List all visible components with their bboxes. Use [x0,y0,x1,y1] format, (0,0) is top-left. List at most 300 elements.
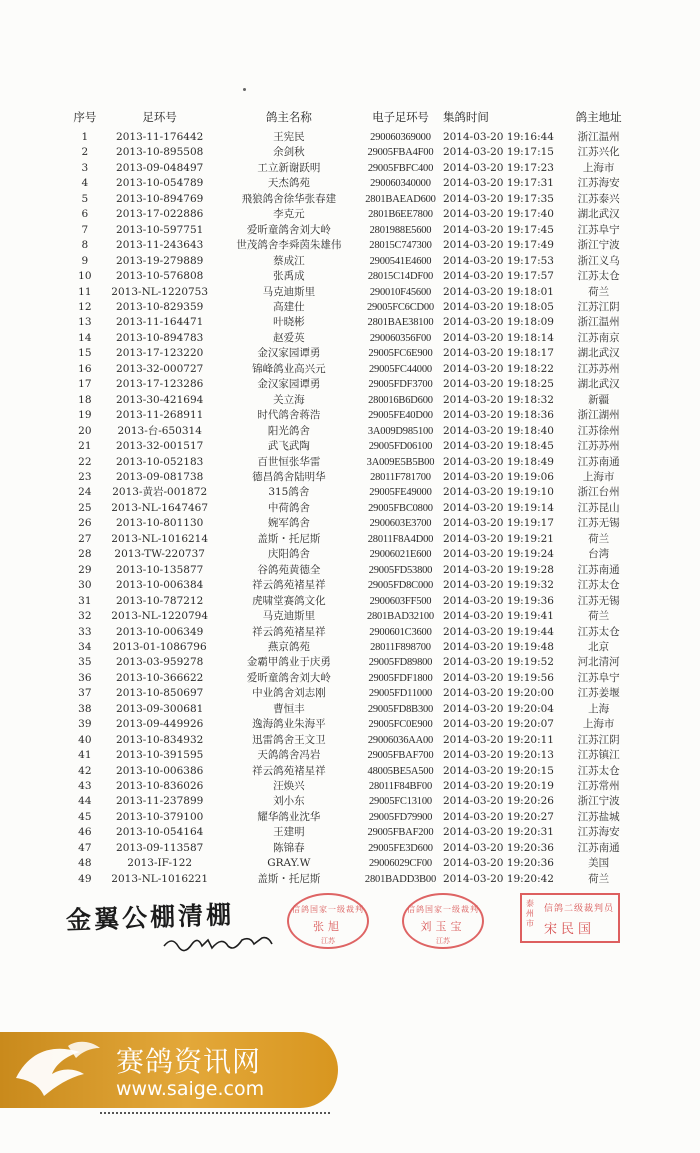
row-address: 江苏苏州 [577,440,620,453]
stamp-1-name: 张旭 [313,920,343,933]
row-time: 2014-03-20 19:20:07 [442,718,554,731]
row-no: 21 [78,440,92,453]
stamp-1-region: 江苏 [321,937,335,945]
row-ring: 2013-10-576808 [116,270,204,283]
row-chip: 28015C747300 [369,240,432,252]
table-row [68,640,628,655]
row-owner: GRAY.W [267,857,311,870]
row-ring: 2013-11-237899 [116,795,204,808]
row-no: 40 [78,733,92,746]
row-address: 浙江温州 [577,316,620,329]
stamp-1-title: 信鸽国家一级裁判 [292,905,364,914]
row-no: 49 [78,872,92,885]
row-time: 2014-03-20 19:18:17 [442,347,554,360]
row-ring: 2013-11-243643 [116,239,204,252]
row-no: 26 [78,517,92,530]
row-time: 2014-03-20 19:19:28 [442,563,554,576]
row-no: 15 [78,347,92,360]
row-no: 28 [78,548,92,561]
row-time: 2014-03-20 19:17:35 [442,192,554,205]
row-time: 2014-03-20 19:18:05 [442,300,554,313]
row-owner: 关立海 [273,393,305,406]
row-address: 上海市 [582,161,615,174]
row-address: 浙江温州 [577,131,620,143]
row-owner: 中业鸽舍刘志刚 [252,687,326,700]
row-ring: 2013-09-048497 [116,161,204,174]
row-address: 湖北武汉 [577,378,620,391]
table-row [68,238,628,253]
row-time: 2014-03-20 19:20:31 [442,826,554,839]
row-owner: 金霸甲鸽业于庆勇 [246,656,331,669]
row-chip: 29005FD06100 [368,441,433,453]
row-no: 45 [78,810,92,823]
row-owner: 315鸽舍 [268,486,310,499]
row-no: 20 [78,424,92,437]
table-row [68,269,628,284]
row-chip: 28011F8A4D00 [367,533,434,545]
row-time: 2014-03-20 19:17:53 [442,254,554,267]
table-row [68,872,628,887]
pigeon-logo-icon [10,1038,106,1102]
table-row [68,377,628,392]
row-address: 江苏常州 [577,780,620,793]
row-time: 2014-03-20 19:18:01 [442,285,554,298]
row-time: 2014-03-20 19:20:15 [442,764,554,777]
row-address: 江苏姜堰 [577,687,620,700]
row-chip: 29005FE49000 [369,487,432,499]
table-row [68,825,628,840]
header-ring: 足环号 [142,110,177,124]
row-owner: 武飞武陶 [267,440,310,453]
scan-speck [243,88,246,91]
row-owner: 中荷鸽舍 [267,501,310,514]
scan-artifact-line [100,1112,330,1117]
row-ring: 2013-10-836026 [116,780,204,793]
row-chip: 29005FC6E900 [368,348,433,360]
row-owner: 锦峰鸽业高兴元 [252,362,326,375]
row-owner: 李克元 [273,208,305,221]
table-row [68,594,628,609]
row-no: 13 [78,316,92,329]
row-address: 江苏南通 [577,455,620,468]
referee-stamp-1 [287,893,369,949]
row-owner: 叶晓彬 [273,316,305,329]
row-ring: 2013-09-449926 [116,718,204,731]
row-chip: 28015C14DF00 [367,271,434,283]
row-address: 江苏阜宁 [577,223,620,236]
row-owner: 飛狼鸽舍徐华张春建 [241,192,337,205]
pigeon-race-table [68,104,628,887]
row-owner: 时代鸽舍蒋浩 [257,409,321,422]
watermark-banner [0,1032,338,1108]
table-row [68,717,628,732]
row-no: 16 [78,362,92,375]
row-time: 2014-03-20 19:20:11 [442,733,554,746]
row-owner: 工立新谢跃明 [257,161,321,174]
row-no: 17 [78,378,92,391]
row-ring: 2013-NL-1220794 [111,610,209,623]
table-row [68,764,628,779]
row-time: 2014-03-20 19:18:22 [442,362,554,375]
row-ring: 2013-11-164471 [116,316,204,329]
row-chip: 28011F781700 [370,471,431,483]
row-address: 湖北武汉 [577,208,620,221]
row-ring: 2013-10-366622 [116,671,204,684]
row-ring: 2013-11-176442 [116,131,204,143]
row-no: 30 [78,579,92,592]
table-row [68,625,628,640]
row-address: 新疆 [588,393,610,406]
row-no: 34 [78,640,92,653]
row-ring: 2013-10-006384 [116,579,204,592]
header-no: 序号 [73,110,97,124]
row-chip: 2900603E3700 [369,518,432,530]
row-owner: 天杰鸽苑 [267,177,310,190]
handwritten-signature [160,928,278,954]
row-address: 江苏盐城 [577,810,620,823]
table-row [68,671,628,686]
row-address: 美国 [588,857,610,870]
row-ring: 2013-10-597751 [116,223,204,236]
row-time: 2014-03-20 19:20:27 [442,810,554,823]
row-owner: 祥云鸽苑褚星祥 [252,764,326,777]
row-no: 4 [81,177,89,190]
table-row [68,362,628,377]
row-address: 河北清河 [577,656,620,669]
table-row [68,207,628,222]
header-time: 集鸽时间 [442,110,489,124]
row-chip: 29006029CF00 [369,858,432,870]
row-time: 2014-03-20 19:19:24 [442,548,554,561]
row-ring: 2013-10-052183 [116,455,204,468]
table-row [68,470,628,485]
row-chip: 29005FE40D00 [368,410,433,422]
row-no: 7 [81,223,89,236]
row-time: 2014-03-20 19:17:40 [442,208,554,221]
table-row [68,455,628,470]
row-no: 24 [78,486,92,499]
row-time: 2014-03-20 19:20:36 [442,857,554,870]
row-time: 2014-03-20 19:16:44 [442,131,554,143]
table-row [68,223,628,238]
site-url[interactable]: www.saige.com [116,1078,265,1100]
table-row [68,424,628,439]
row-address: 浙江台州 [577,486,620,499]
row-owner: 爱昕童鸽舍刘大岭 [246,671,331,684]
row-owner: 金汉家园谭勇 [257,378,321,391]
row-owner: 虎啸堂赛鸽文化 [252,594,326,607]
row-no: 18 [78,393,92,406]
table-row [68,609,628,624]
table-row [68,300,628,315]
row-ring: 2013-10-829359 [116,300,204,313]
row-no: 32 [78,610,92,623]
row-ring: 2013-黄岩-001872 [112,486,208,499]
row-time: 2014-03-20 19:20:13 [442,749,554,762]
row-no: 31 [78,594,92,607]
row-ring: 2013-19-279889 [116,254,204,267]
row-owner: 高建仕 [273,300,305,313]
stamp-2-title: 信鸽国家一级裁判 [407,905,479,914]
row-owner: 阳光鸽舍 [267,424,310,437]
row-ring: 2013-32-001517 [116,440,204,453]
row-time: 2014-03-20 19:19:56 [442,671,554,684]
row-time: 2014-03-20 19:19:32 [442,579,554,592]
row-chip: 29005FC13100 [369,796,432,808]
row-address: 江苏阜宁 [577,671,620,684]
header-owner: 鸽主名称 [265,110,312,124]
row-time: 2014-03-20 19:18:25 [442,378,554,391]
row-chip: 29005FBAF700 [367,750,434,762]
row-time: 2014-03-20 19:17:31 [442,177,554,190]
row-address: 江苏太仓 [577,764,620,777]
row-no: 25 [78,501,92,514]
row-owner: 刘小东 [273,795,305,808]
header-address: 鸽主地址 [575,110,622,124]
row-no: 42 [78,764,92,777]
row-owner: 蔡成江 [273,254,305,267]
row-address: 江苏海安 [577,826,620,839]
table-row [68,501,628,516]
row-ring: 2013-09-300681 [116,702,204,715]
row-ring: 2013-NL-1220753 [111,285,209,298]
row-owner: 马克迪斯里 [262,285,316,298]
row-time: 2014-03-20 19:19:48 [442,640,554,653]
row-address: 江苏无锡 [577,594,620,607]
row-time: 2014-03-20 19:19:52 [442,656,554,669]
table-row [68,856,628,871]
row-chip: 29005FBC0800 [368,502,433,514]
row-no: 14 [78,331,92,344]
site-name: 赛鸽资讯网 [116,1045,262,1078]
row-ring: 2013-10-850697 [116,687,204,700]
table-row [68,393,628,408]
table-row [68,655,628,670]
row-time: 2014-03-20 19:19:21 [442,532,554,545]
stamp-3-name: 宋民国 [544,922,596,937]
row-ring: 2013-10-379100 [116,810,204,823]
stamp-3-title: 信鸽二级裁判员 [544,904,615,914]
stamp-2-name: 刘玉宝 [420,920,466,933]
row-owner: 张禹成 [273,270,305,283]
row-time: 2014-03-20 19:18:40 [442,424,554,437]
row-ring: 2013-10-895508 [116,146,204,159]
table-row [68,810,628,825]
row-ring: 2013-NL-1016214 [111,532,209,545]
row-no: 5 [81,192,89,205]
row-time: 2014-03-20 19:18:36 [442,409,554,422]
table-row [68,130,628,145]
row-chip: 29005FDF1800 [368,672,433,684]
row-address: 荷兰 [588,872,610,885]
stamp-3-city: 泰州市 [526,899,534,928]
row-address: 浙江湖州 [577,409,620,422]
referee-stamp-2 [402,893,484,949]
row-owner: 祥云鸽苑褚星祥 [252,579,326,592]
row-chip: 29005FE3D600 [368,842,433,854]
row-address: 江苏江阴 [577,300,620,313]
row-time: 2014-03-20 19:19:10 [442,486,554,499]
row-time: 2014-03-20 19:20:26 [442,795,554,808]
row-chip: 29005FBA4F00 [367,147,434,159]
row-no: 43 [78,780,92,793]
row-owner: 逸海鸽业朱海平 [252,718,326,731]
row-address: 上海市 [582,470,615,483]
row-address: 江苏太仓 [577,270,620,283]
row-ring: 2013-10-894769 [116,192,204,205]
row-ring: 2013-台-650314 [117,424,202,437]
row-no: 37 [78,687,92,700]
row-time: 2014-03-20 19:19:06 [442,470,554,483]
row-address: 江苏昆山 [577,501,620,514]
row-owner: 爱昕童鸽舍刘大岭 [246,223,331,236]
row-address: 浙江义乌 [577,254,620,267]
table-body [68,130,628,887]
row-time: 2014-03-20 19:19:17 [442,517,554,530]
row-chip: 29005FD11000 [368,688,433,700]
row-ring: 2013-NL-1016221 [111,872,209,885]
row-no: 46 [78,826,92,839]
table-row [68,331,628,346]
row-ring: 2013-10-787212 [116,594,204,607]
row-chip: 2900601C3600 [369,626,432,638]
row-no: 38 [78,702,92,715]
row-address: 江苏镇江 [577,749,620,762]
table-row [68,346,628,361]
row-owner: 世茂鸽舍李舜茵朱雄伟 [236,239,342,252]
row-address: 江苏南通 [577,563,620,576]
table-row [68,285,628,300]
row-ring: 2013-10-801130 [116,517,204,530]
row-owner: 祥云鸽苑褚星祥 [252,625,326,638]
row-ring: 2013-09-113587 [116,841,204,854]
row-chip: 29005FDF3700 [368,379,433,391]
row-ring: 2013-30-421694 [116,393,204,406]
row-address: 湖北武汉 [577,347,620,360]
table-row [68,315,628,330]
row-time: 2014-03-20 19:18:09 [442,316,554,329]
row-address: 江苏江阴 [577,733,620,746]
row-ring: 2013-TW-220737 [114,548,205,561]
row-no: 3 [81,161,89,174]
row-chip: 29005FBFC400 [367,162,434,174]
row-no: 29 [78,563,92,576]
row-owner: 百世恒张华雷 [257,455,321,468]
row-ring: 2013-10-135877 [116,563,204,576]
row-owner: 盖斯・托尼斯 [257,872,321,885]
row-ring: 2013-32-000727 [116,362,204,375]
table-row [68,516,628,531]
row-chip: 29006021E600 [369,549,432,561]
row-no: 1 [81,131,89,143]
table-row [68,779,628,794]
row-chip: 29005FD79900 [368,811,433,823]
row-no: 33 [78,625,92,638]
row-time: 2014-03-20 19:18:45 [442,440,554,453]
row-chip: 2801BADD3B00 [364,873,437,885]
row-time: 2014-03-20 19:20:42 [442,872,554,885]
row-owner: 庆阳鸽舍 [267,548,310,561]
header-chip: 电子足环号 [372,112,429,124]
row-address: 江苏泰兴 [577,192,620,205]
row-no: 41 [78,749,92,762]
row-chip: 29005FD53800 [368,564,433,576]
row-address: 江苏海安 [577,177,620,190]
row-chip: 2900541E4600 [369,255,432,267]
row-no: 22 [78,455,92,468]
row-chip: 28011F84BF00 [368,781,433,793]
row-ring: 2013-11-268911 [116,409,204,422]
row-time: 2014-03-20 19:17:15 [442,146,554,159]
row-time: 2014-03-20 19:19:44 [442,625,554,638]
row-time: 2014-03-20 19:18:14 [442,331,554,344]
row-chip: 3A009D985100 [367,425,434,437]
row-ring: 2013-01-1086796 [112,640,207,653]
table-row [68,702,628,717]
table-row [68,439,628,454]
row-address: 江苏无锡 [577,517,620,530]
row-no: 47 [78,841,92,854]
table-row [68,748,628,763]
row-time: 2014-03-20 19:17:23 [442,161,554,174]
row-time: 2014-03-20 19:18:49 [442,455,554,468]
row-chip: 29005FC44000 [369,363,432,375]
row-chip: 29005FD8B300 [367,703,434,715]
table-row [68,161,628,176]
row-chip: 290060369000 [370,132,431,143]
row-owner: 汪焕兴 [273,780,305,793]
row-address: 江苏兴化 [577,146,620,159]
row-owner: 曹恒丰 [273,702,305,715]
row-ring: 2013-10-834932 [116,733,204,746]
table-row [68,563,628,578]
row-address: 江苏南京 [577,331,620,344]
row-time: 2014-03-20 19:20:00 [442,687,554,700]
table-row [68,192,628,207]
referee-stamp-3 [520,893,620,943]
table-row [68,145,628,160]
row-ring: 2013-17-123286 [116,378,204,391]
row-time: 2014-03-20 19:18:32 [442,393,554,406]
row-owner: 金汉家园谭勇 [257,347,321,360]
row-time: 2014-03-20 19:19:41 [442,610,554,623]
table-row [68,733,628,748]
row-time: 2014-03-20 19:20:36 [442,841,554,854]
row-address: 荷兰 [588,532,610,545]
row-ring: 2013-10-894783 [116,331,204,344]
row-ring: 2013-10-054789 [116,177,204,190]
row-address: 江苏苏州 [577,362,620,375]
row-address: 荷兰 [588,610,610,623]
row-time: 2014-03-20 19:20:04 [442,702,554,715]
row-chip: 290060356F00 [369,332,432,344]
row-ring: 2013-IF-122 [127,857,193,870]
row-owner: 德昌鸽舍陆明华 [252,470,326,483]
row-address: 浙江宁波 [577,239,620,252]
row-address: 江苏南通 [577,841,620,854]
row-ring: 2013-NL-1647467 [111,501,209,514]
row-ring: 2013-10-391595 [116,749,204,762]
row-time: 2014-03-20 19:19:36 [442,594,554,607]
row-no: 36 [78,671,92,684]
row-address: 浙江宁波 [577,795,620,808]
row-chip: 290060340000 [370,178,431,190]
row-no: 11 [78,285,92,298]
row-ring: 2013-10-006386 [116,764,204,777]
row-no: 35 [78,656,92,669]
row-owner: 婉军鸽舍 [267,517,310,530]
row-no: 8 [81,239,89,252]
